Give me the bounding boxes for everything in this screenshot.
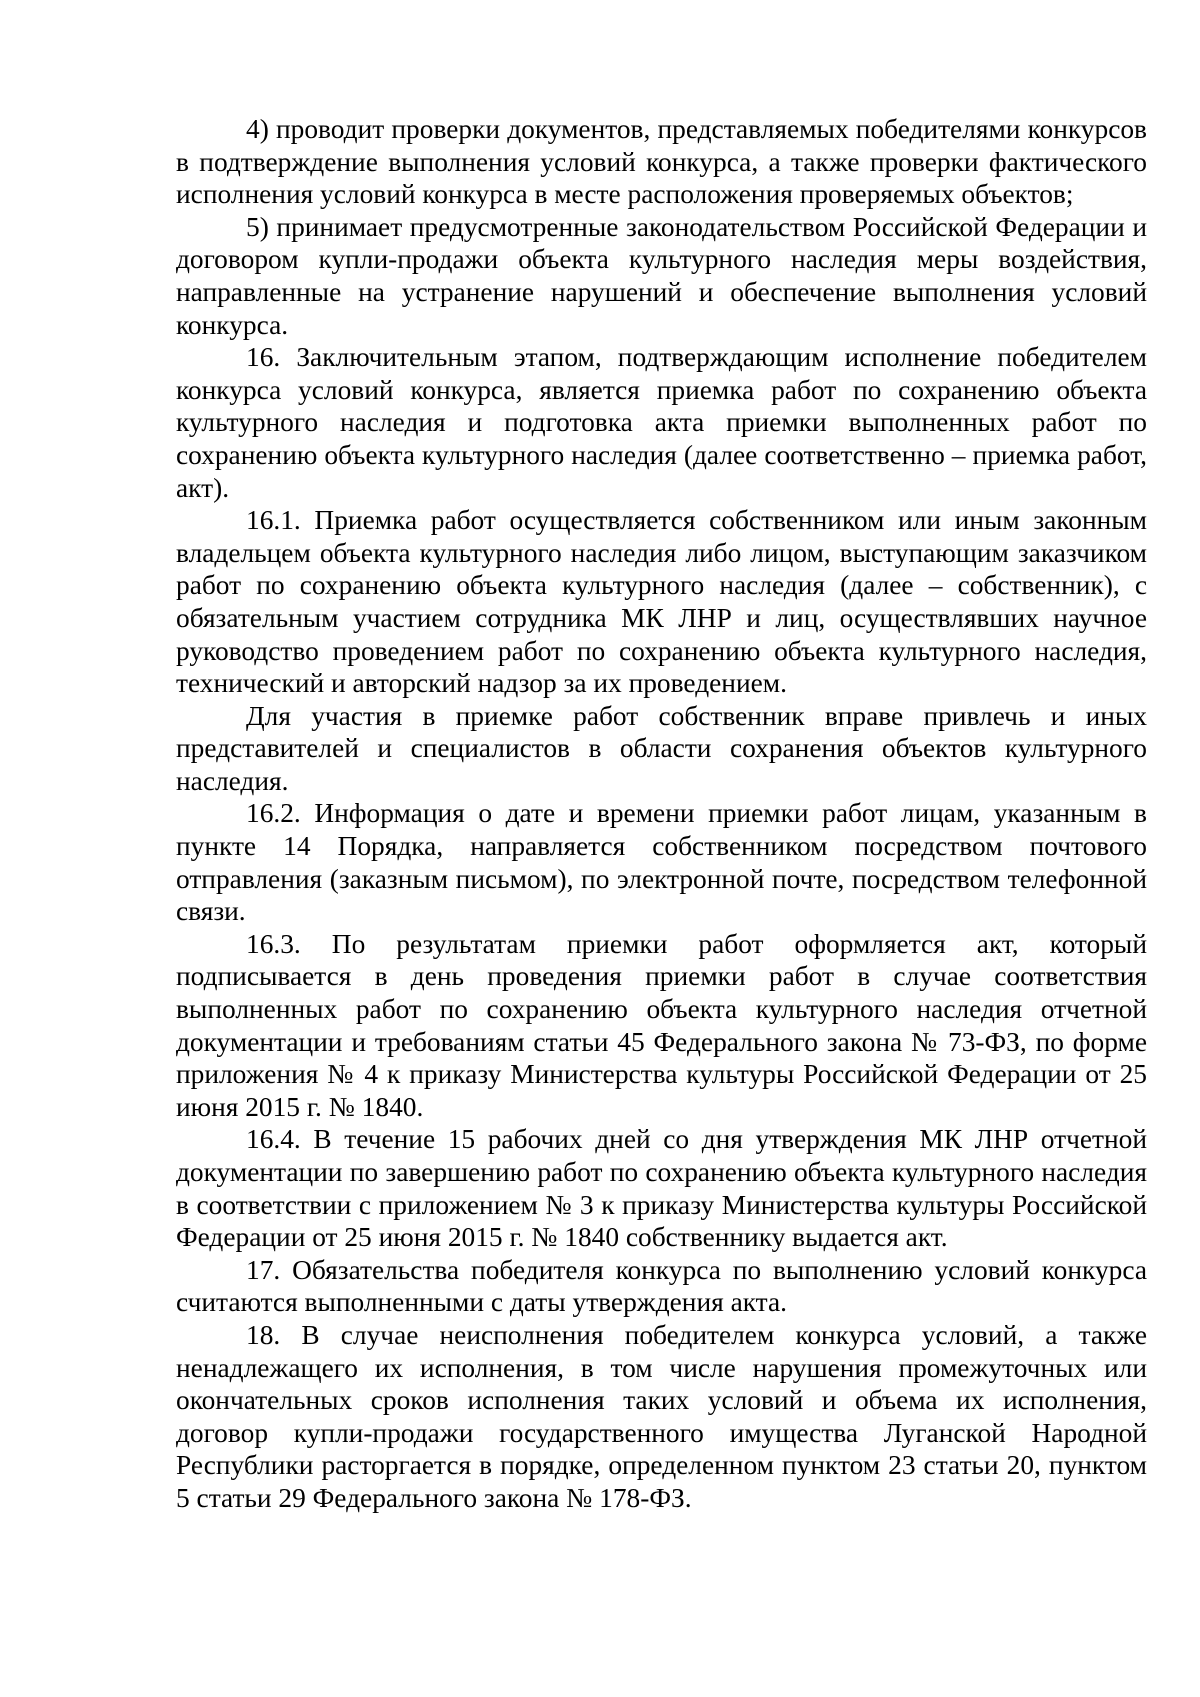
paragraph-5: 5) принимает предусмотренные законодательством Российской Федерации и договором купли-продажи объекта культурного наследия меры воздействия, направленные на устранение нарушений и обеспечение выполнения условий конкурса. <box>176 211 1147 340</box>
paragraph-16-1: 16.1. Приемка работ осуществляется собственником или иным законным владельцем объекта культурного наследия либо лицом, выступающим заказчиком работ по сохранению объекта культурного наследия (далее – собственник), с обязательным участием сотрудника МК ЛНР и лиц, осуществлявших научное руководство проведением работ по сохранению объекта культурного наследия, технический и авторский надзор за их проведением. <box>176 505 1147 699</box>
paragraph-16: 16. Заключительным этапом, подтверждающим исполнение победителем конкурса условий конкурса, является приемка работ по сохранению объекта культурного наследия и подготовка акта приемки выполненных работ по сохранению объекта культурного наследия (далее соответственно – приемка работ, акт). <box>176 342 1147 503</box>
paragraph-16-2: 16.2. Информация о дате и времени приемки работ лицам, указанным в пункте 14 Порядка, направляется собственником посредством почтового отправления (заказным письмом), по электронной почте, посредством телефонной связи. <box>176 798 1147 927</box>
paragraph-4: 4) проводит проверки документов, представляемых победителями конкурсов в подтверждение выполнения условий конкурса, а также проверки фактического исполнения условий конкурса в месте расположения проверяемых объектов; <box>176 114 1147 210</box>
paragraph-18: 18. В случае неисполнения победителем конкурса условий, а также ненадлежащего их исполнения, в том числе нарушения промежуточных или окончательных сроков исполнения таких условий и объема их исполнения, договор купли-продажи государственного имущества Луганской Народной Республики расторгается в порядке, определенном пунктом 23 статьи 20, пунктом 5 статьи 29 Федерального закона № 178-ФЗ. <box>176 1319 1147 1513</box>
paragraph-17: 17. Обязательства победителя конкурса по выполнению условий конкурса считаются выполненными с даты утверждения акта. <box>176 1254 1147 1318</box>
document-page <box>176 113 1147 1515</box>
paragraph-16-3: 16.3. По результатам приемки работ оформляется акт, который подписывается в день проведения приемки работ в случае соответствия выполненных работ по сохранению объекта культурного наследия отчетной документации и требованиям статьи 45 Федерального закона № 73-ФЗ, по форме приложения № 4 к приказу Министерства культуры Российской Федерации от 25 июня 2015 г. № 1840. <box>176 928 1147 1122</box>
paragraph-16-4: 16.4. В течение 15 рабочих дней со дня утверждения МК ЛНР отчетной документации по завершению работ по сохранению объекта культурного наследия в соответствии с приложением № 3 к приказу Министерства культуры Российской Федерации от 25 июня 2015 г. № 1840 собственнику выдается акт. <box>176 1124 1147 1253</box>
paragraph-16-1-continuation: Для участия в приемке работ собственник вправе привлечь и иных представителей и специалистов в области сохранения объектов культурного наследия. <box>176 700 1147 796</box>
